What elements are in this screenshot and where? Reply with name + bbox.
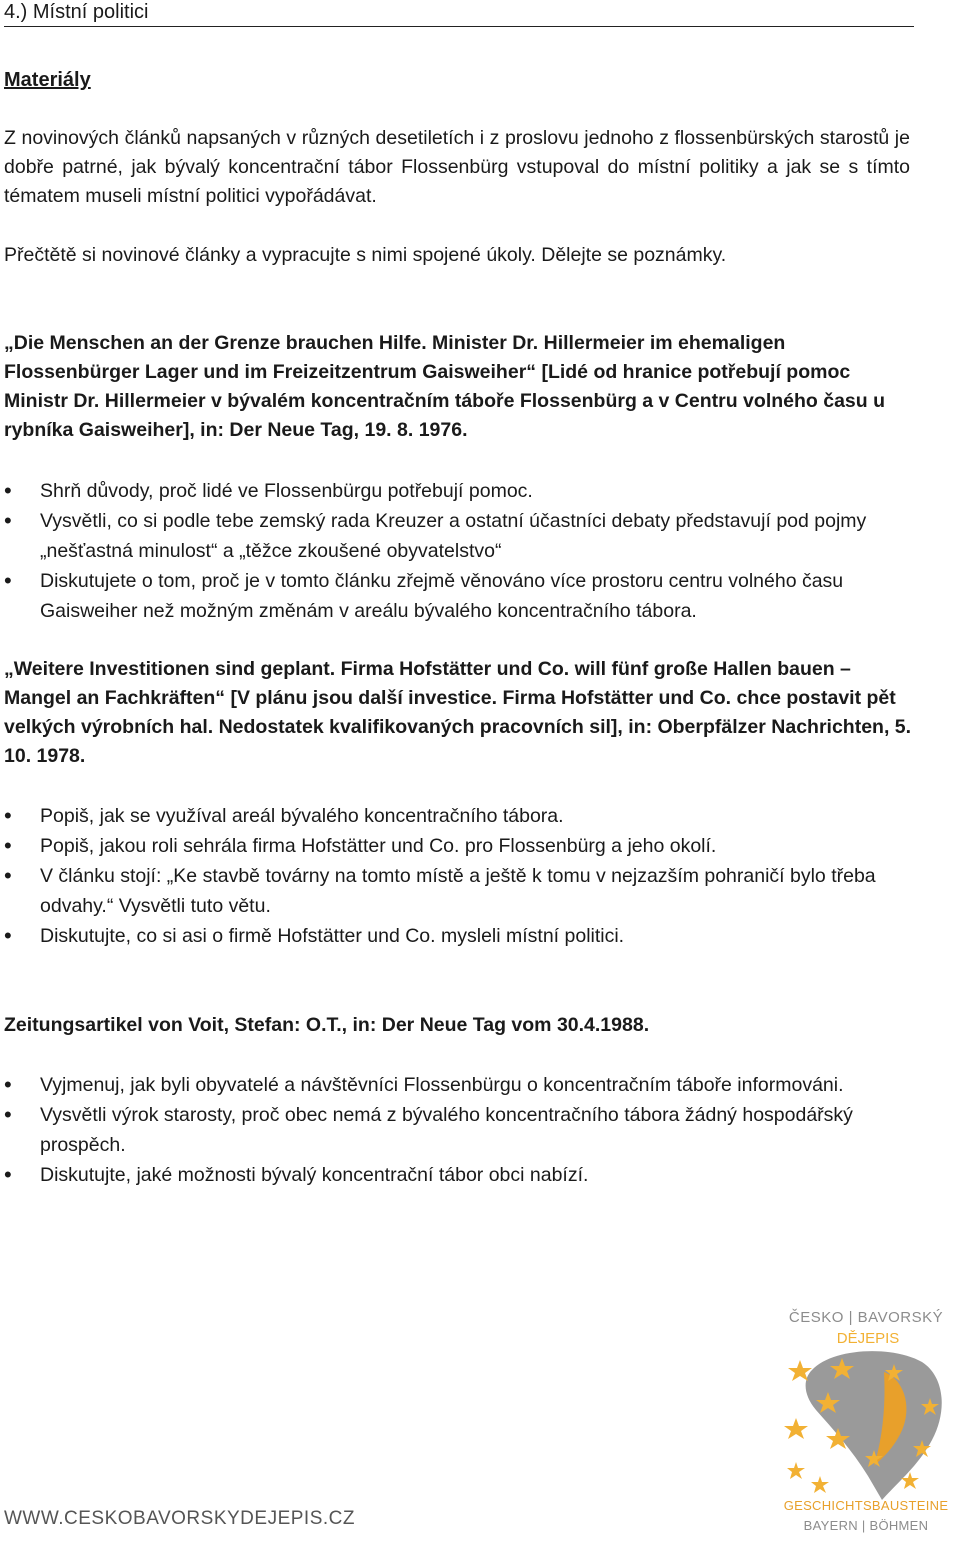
logo-graphic [772, 1300, 960, 1536]
intro-paragraph: Z novinových článků napsaných v různých desetiletích i z proslovu jednoho z flossenbürských starostů je dobře patrné, jak bývalý koncentrační tábor Flossenbürg vstupoval do místní politiky a jak se s tímto tématem museli místní politici vypořádávat. [4, 127, 910, 207]
star-icon [787, 1462, 805, 1479]
list-item: • Diskutujte, jaké možnosti bývalý koncentrační tábor obci nabízí. [0, 1160, 910, 1190]
article-reference-2: „Weitere Investitionen sind geplant. Firma Hofstätter und Co. will fünf große Hallen bauen – Mangel an Fachkräften“ [V plánu jsou další investice. Firma Hofstätter und Co. chce postavit pět velkých výrobních hal. Nedostatek kvalifikovaných pracovních sil], in: Oberpfälzer Nachrichten, 5. 10. 1978. [4, 658, 912, 767]
list-item: • Popiš, jakou roli sehrála firma Hofstätter und Co. pro Flossenbürg a jeho okolí. [0, 831, 910, 861]
list-item: • Vysvětli výrok starosty, proč obec nemá z bývalého koncentračního tábora žádný hospodářský prospěch. [0, 1100, 910, 1160]
list-item: • Popiš, jak se využíval areál bývalého koncentračního tábora. [0, 801, 910, 831]
page-header [4, 0, 914, 27]
footer-website-link[interactable]: WWW.CESKOBAVORSKYDEJEPIS.CZ [4, 1508, 355, 1529]
svg-text:ČESKO | BAVORS: ČESKO | BAVORSKÝ [788, 1309, 944, 1326]
star-icon [784, 1418, 808, 1439]
article-reference-3: Zeitungsartikel von Voit, Stefan: O.T., in: Der Neue Tag vom 30.4.1988. [4, 1014, 650, 1036]
project-logo [772, 1300, 960, 1536]
task-list-3 [0, 1070, 910, 1190]
list-item: • Vyjmenuj, jak byli obyvatelé a návštěvníci Flossenbürgu o koncentračním táboře informováni. [0, 1070, 910, 1100]
article-reference-1: „Die Menschen an der Grenze brauchen Hilfe. Minister Dr. Hillermeier im ehemaligen Flossenbürger Lager und im Freizeitzentrum Gaisweiher“ [Lidé od hranice potřebují pomoc Ministr Dr. Hillermeier v bývalém koncentračním táboře Flossenbürg a v Centru volného času u rybníka Gaisweiher], in: Der Neue Tag, 19. 8. 1976. [4, 332, 886, 441]
list-item: • Diskutujete o tom, proč je v tomto článku zřejmě věnováno více prostoru centru volného času Gaisweiher než možným změnám v areálu bývalého koncentračního tábora. [0, 566, 910, 626]
section-title: Materiály [4, 69, 91, 91]
logo-text-bayern: BAYERN [803, 1518, 858, 1533]
list-item: • Diskutujte, co si asi o firmě Hofstätter und Co. mysleli místní politici. [0, 921, 910, 951]
star-icon [811, 1476, 829, 1493]
list-item: • Vysvětli, co si podle tebe zemský rada Kreuzer a ostatní účastníci debaty představují pod pojmy „nešťastná minulost“ a „těžce zkoušené obyvatelstvo“ [0, 506, 910, 566]
logo-text-bavorsky: BAVORSKÝ [857, 1309, 944, 1326]
list-item: • V článku stojí: „Ke stavbě továrny na tomto místě a ještě k tomu v nejzazším pohraničí bylo třeba odvahy.“ Vysvětli tuto větu. [0, 861, 910, 921]
logo-text-cesko: ČESKO [788, 1309, 844, 1326]
logo-text-bohmen: BÖHMEN [869, 1518, 929, 1533]
task-list-1 [0, 476, 910, 626]
logo-shape [806, 1351, 942, 1500]
task-list-2 [0, 801, 910, 951]
list-item: • Shrň důvody, proč lidé ve Flossenbürgu potřebují pomoc. [0, 476, 910, 506]
page-header-title: 4.) Místní politici [4, 1, 149, 23]
svg-text:BAYERN | BÖHME: BAYERN | BÖHMEN [803, 1518, 929, 1533]
logo-text-dejepis: DĚJEPIS [836, 1330, 900, 1347]
logo-text-geschichtsbausteine: GESCHICHTSBAUSTEINE [783, 1498, 949, 1513]
instruction-paragraph: Přečtětě si novinové články a vypracujte s nimi spojené úkoly. Dělejte se poznámky. [4, 244, 727, 266]
